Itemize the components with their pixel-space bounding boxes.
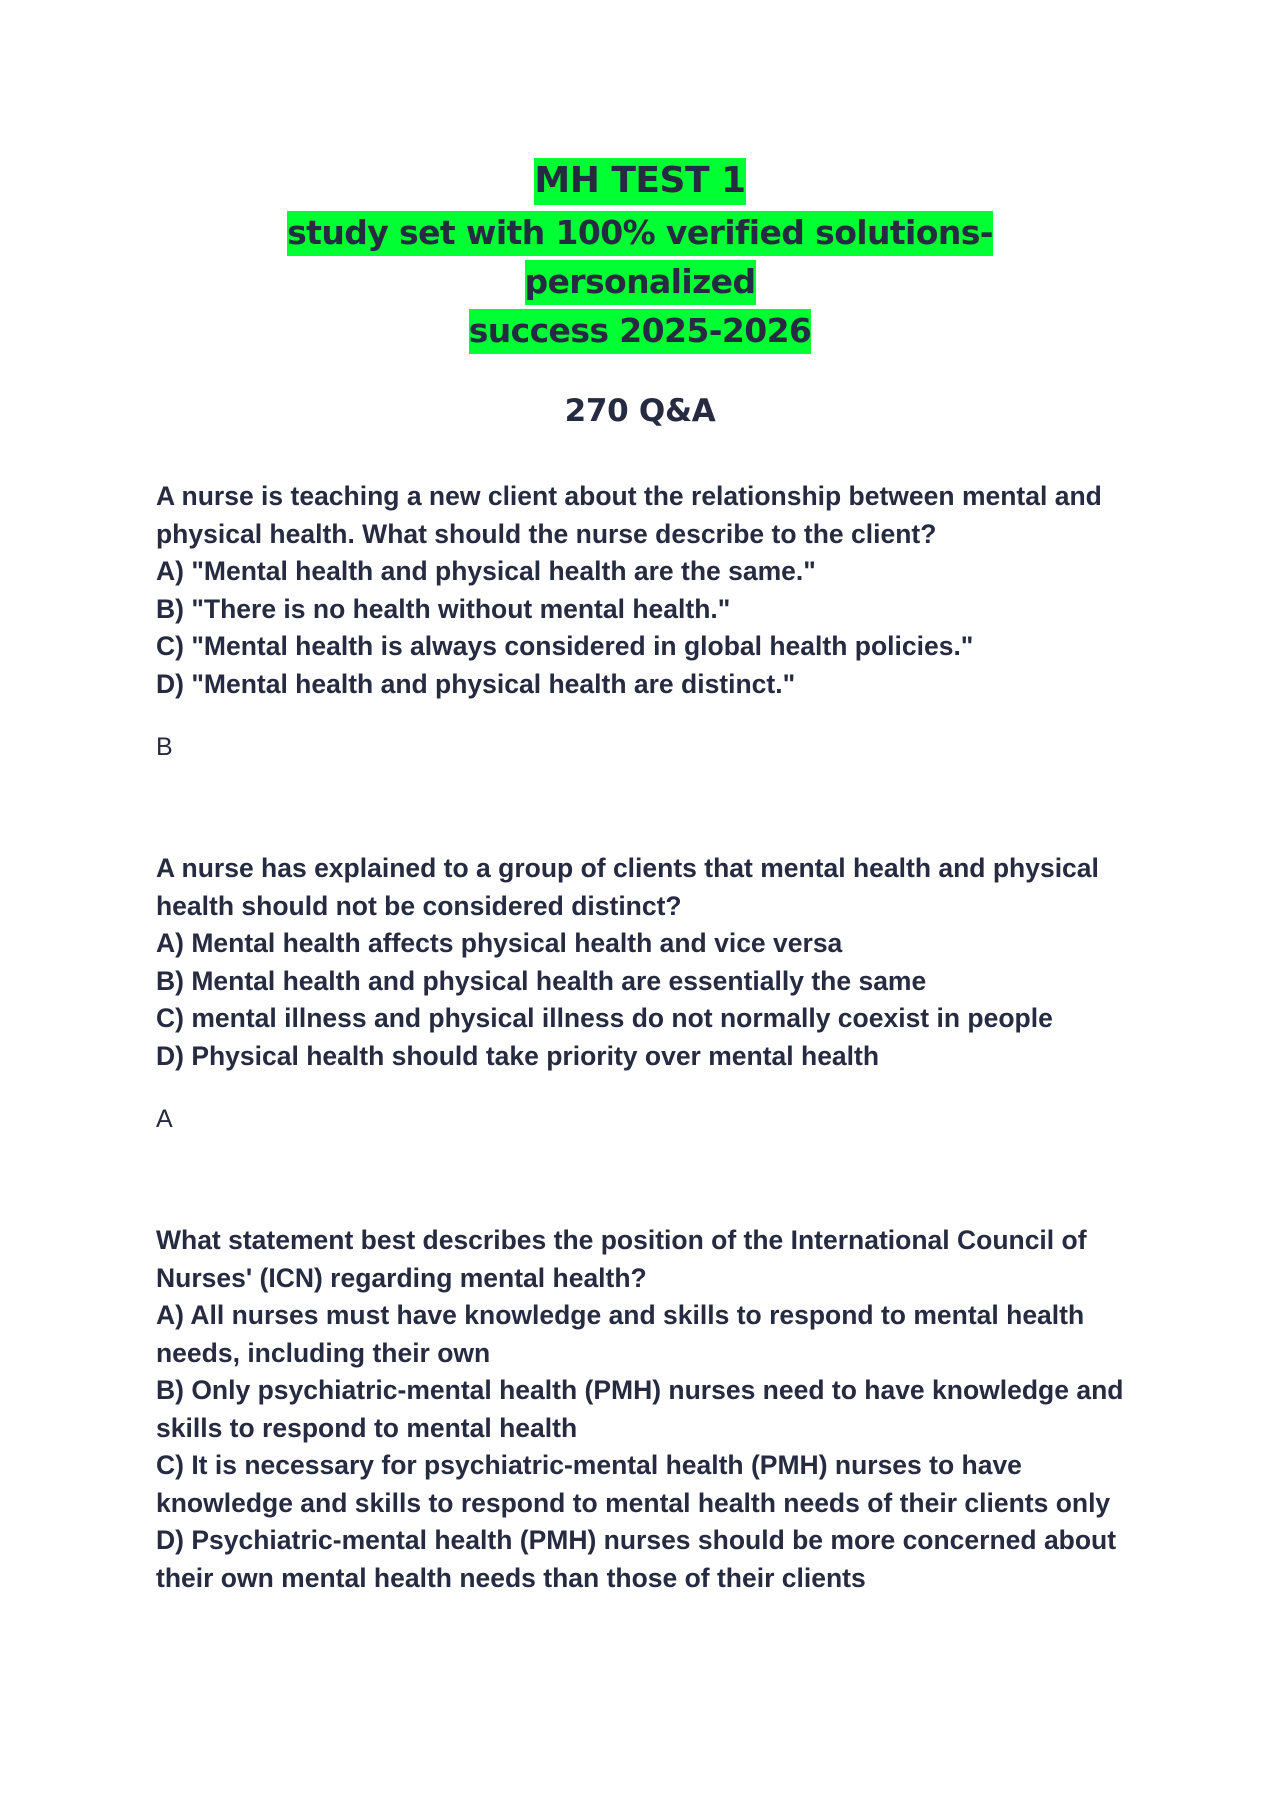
question-item-2 <box>156 850 1136 1138</box>
option-d: D) "Mental health and physical health are distinct." <box>156 668 796 699</box>
title-highlight: MH TEST 1 <box>534 158 745 205</box>
answer-text: A <box>156 1105 173 1133</box>
option-b: B) Only psychiatric-mental health (PMH) nurses need to have knowledge and skills to respond to mental health <box>156 1375 1124 1443</box>
option-d: D) Psychiatric-mental health (PMH) nurses should be more concerned about their own mental health needs than those of their clients <box>156 1525 1117 1593</box>
option-b: B) "There is no health without mental health." <box>156 593 731 624</box>
option-a: A) Mental health affects physical health and vice versa <box>156 928 843 958</box>
subtitle-line-1: study set with 100% verified solutions-personalized <box>287 211 993 305</box>
option-c: C) "Mental health is always considered in global health policies." <box>156 631 974 661</box>
question-item-1 <box>156 478 1136 766</box>
question-list <box>156 478 1136 1681</box>
option-c: C) mental illness and physical illness do not normally coexist in people <box>156 1003 1053 1033</box>
question-text: A nurse has explained to a group of clients that mental health and physical health should not be considered distinct? <box>156 853 1099 921</box>
question-item-3 <box>156 1222 1136 1597</box>
option-b: B) Mental health and physical health are essentially the same <box>156 965 927 996</box>
question-block <box>156 478 1136 703</box>
question-count: 270 Q&A <box>564 393 716 429</box>
document-title <box>0 156 1280 206</box>
option-a: A) All nurses must have knowledge and skills to respond to mental health needs, including their own <box>156 1300 1085 1368</box>
option-c: C) It is necessary for psychiatric-mental health (PMH) nurses to have knowledge and skills to respond to mental health needs of their clients only <box>156 1450 1111 1518</box>
option-a: A) "Mental health and physical health are the same." <box>156 556 816 586</box>
question-text: What statement best describes the position of the International Council of Nurses' (ICN) regarding mental health? <box>156 1225 1087 1293</box>
question-block <box>156 850 1136 1075</box>
document-header <box>0 156 1280 431</box>
option-d: D) Physical health should take priority over mental health <box>156 1040 880 1071</box>
subtitle-line-2: success 2025-2026 <box>469 309 812 354</box>
question-text: A nurse is teaching a new client about the relationship between mental and physical health. What should the nurse describe to the client? <box>156 481 1102 549</box>
question-block <box>156 1222 1136 1597</box>
answer-text: B <box>156 733 173 761</box>
document-subtitle <box>175 208 1105 355</box>
